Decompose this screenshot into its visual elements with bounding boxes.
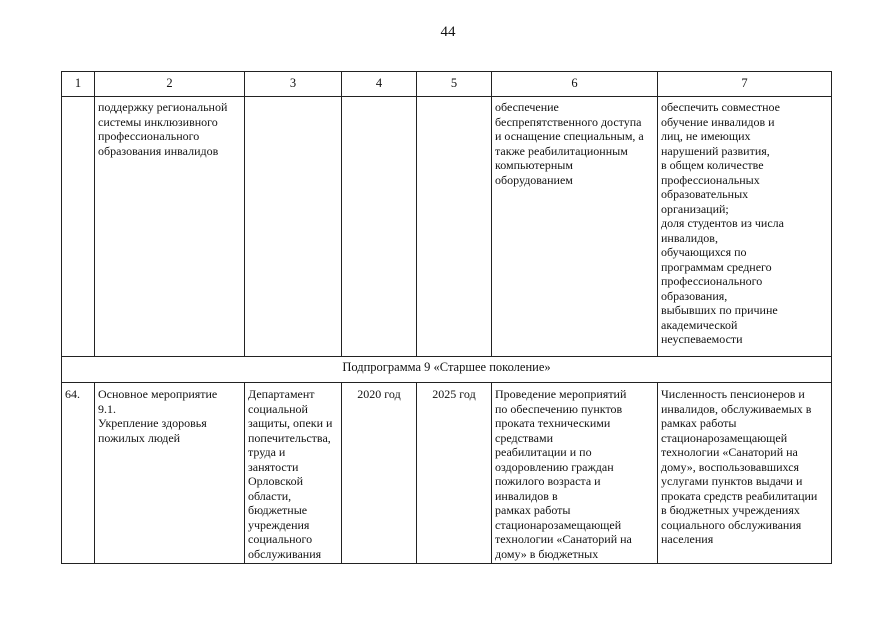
activities-cell: Проведение мероприятий по обеспечению пунктов проката техническими средствами реабилитации и по оздоровлению граждан пожилого возраста и инвалидов в рамках работы стационарозамещающей технологии «Санаторий на дому» в бюджетных [492,383,658,564]
header-cell-7: 7 [658,72,832,97]
measures-table [61,71,832,564]
table-row [62,97,832,357]
header-cell-3: 3 [245,72,342,97]
indicators-cell: обеспечить совместное обучение инвалидов и лиц, не имеющих нарушений развития, в общем количестве профессиональных образовательных организаций; доля студентов из числа инвалидов, обучающихся по программам среднего профессионального образования, выбывших по причине академической неуспеваемости [658,97,832,357]
header-cell-6: 6 [492,72,658,97]
start-year-cell [342,97,417,357]
activities-cell: обеспечение беспрепятственного доступа и оснащение специальным, а также реабилитационным компьютерным оборудованием [492,97,658,357]
header-row [62,72,832,97]
header-cell-2: 2 [95,72,245,97]
executor-cell [245,97,342,357]
subprogram-title: Подпрограмма 9 «Старшее поколение» [62,357,832,383]
table-row [62,383,832,564]
start-year-cell: 2020 год [342,383,417,564]
end-year-cell: 2025 год [417,383,492,564]
row-number-cell: 64. [62,383,95,564]
subprogram-row [62,357,832,383]
measure-name-cell: поддержку региональной системы инклюзивного профессионального образования инвалидов [95,97,245,357]
page-number: 44 [440,24,456,40]
row-number-cell [62,97,95,357]
indicators-cell: Численность пенсионеров и инвалидов, обслуживаемых в рамках работы стационарозамещающей технологии «Санаторий на дому», воспользовавшихся услугами пунктов выдачи и проката средств реабилитации в бюджетных учреждениях социального обслуживания населения [658,383,832,564]
header-cell-5: 5 [417,72,492,97]
header-cell-4: 4 [342,72,417,97]
measure-name-cell: Основное мероприятие 9.1. Укрепление здоровья пожилых людей [95,383,245,564]
header-cell-1: 1 [62,72,95,97]
end-year-cell [417,97,492,357]
executor-cell: Департамент социальной защиты, опеки и попечительства, труда и занятости Орловской области, бюджетные учреждения социального обслуживания [245,383,342,564]
